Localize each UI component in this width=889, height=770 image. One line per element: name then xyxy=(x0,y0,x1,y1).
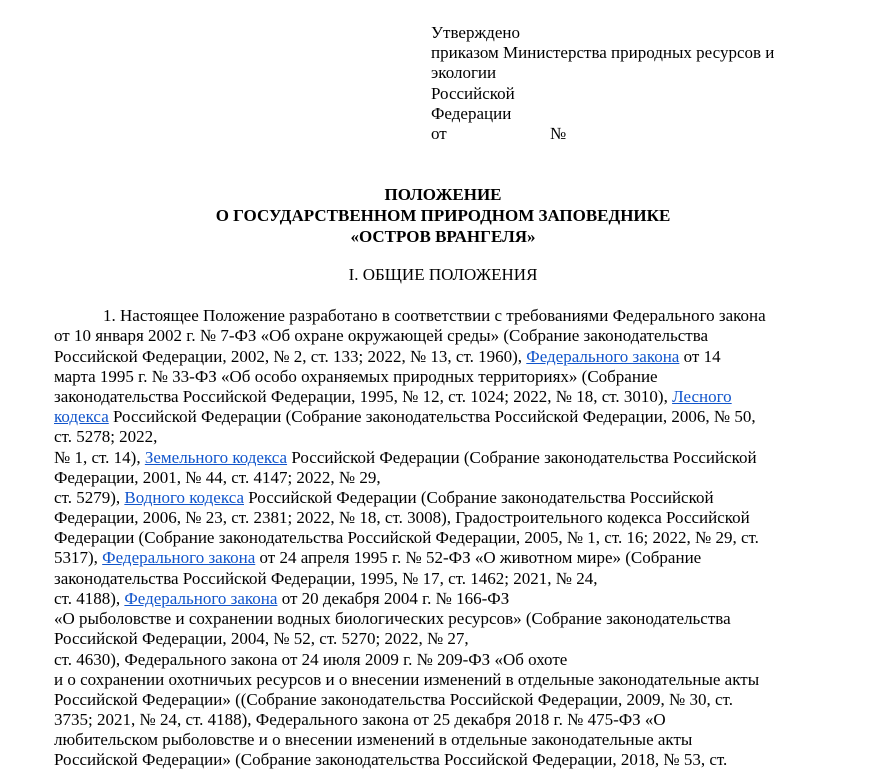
text-line: 1. Настоящее Положение разработано в соответствии с требованиями Федерального закона xyxy=(103,306,766,325)
approval-line: экологии xyxy=(431,63,497,82)
text-line: марта 1995 г. № 33-ФЗ «Об особо охраняемых природных территориях» (Собрание xyxy=(54,367,658,386)
text-line: от 10 января 2002 г. № 7-ФЗ «Об охране окружающей среды» (Собрание законодательства xyxy=(54,326,709,345)
text-segment: от 24 апреля 1995 г. № 52-ФЗ «О животном мире» (Собрание xyxy=(255,548,702,567)
text-line xyxy=(54,548,701,568)
text-segment: ст. 4188), xyxy=(54,589,125,608)
text-line: Российской Федерации» ((Собрание законодательства Российской Федерации, 2009, № 30, ст. xyxy=(54,690,733,709)
text-segment: Российской Федерации, 2002, № 2, ст. 133; 2022, № 13, ст. 1960), xyxy=(54,347,527,366)
text-line: ст. 5278; 2022, xyxy=(54,427,158,446)
text-line: «О рыболовстве и сохранении водных биологических ресурсов» (Собрание законодательства xyxy=(54,609,731,628)
approval-line: Утверждено xyxy=(431,23,520,42)
title-line: О ГОСУДАРСТВЕННОМ ПРИРОДНОМ ЗАПОВЕДНИКЕ xyxy=(215,206,671,225)
federal-law-link[interactable]: Федерального закона xyxy=(526,347,680,366)
text-segment: от 20 декабря 2004 г. № 166-ФЗ xyxy=(277,589,510,608)
text-line: Федерации, 2001, № 44, ст. 4147; 2022, № 29, xyxy=(54,468,381,487)
text-line xyxy=(54,488,714,508)
text-segment: Российской Федерации (Собрание законодательства Российской xyxy=(287,448,757,467)
number-sign: № xyxy=(550,124,567,143)
text-segment: 5317), xyxy=(54,548,103,567)
title-line: «ОСТРОВ ВРАНГЕЛЯ» xyxy=(350,227,536,246)
text-line: любительском рыболовстве и о внесении изменений в отдельные законодательные акты xyxy=(54,730,693,749)
text-segment: № 1, ст. 14), xyxy=(54,448,145,467)
text-line: 3735; 2021, № 24, ст. 4188), Федерального закона от 25 декабря 2018 г. № 475-ФЗ «О xyxy=(54,710,666,729)
land-code-link[interactable]: Земельного кодекса xyxy=(144,448,288,467)
text-line: Федерации, 2006, № 23, ст. 2381; 2022, № 18, ст. 3008), Градостроительного кодекса Российской xyxy=(54,508,750,527)
date-prefix: от xyxy=(431,124,447,143)
text-line xyxy=(54,387,732,407)
text-line: Федерации (Собрание законодательства Российской Федерации, 2005, № 1, ст. 16; 2022, № 29, ст. xyxy=(54,528,759,547)
text-line xyxy=(54,407,756,427)
text-line: ст. 4630), Федерального закона от 24 июля 2009 г. № 209-ФЗ «Об охоте xyxy=(54,650,568,669)
approval-line: Федерации xyxy=(431,104,512,123)
text-line xyxy=(54,347,721,367)
text-line: Российской Федерации, 2004, № 52, ст. 5270; 2022, № 27, xyxy=(54,629,469,648)
text-line: и о сохранении охотничьих ресурсов и о внесении изменений в отдельные законодательные акты xyxy=(54,670,760,689)
text-line: Российской Федерации» (Собрание законодательства Российской Федерации, 2018, № 53, ст. xyxy=(54,750,728,769)
federal-law-link[interactable]: Федерального закона xyxy=(124,589,278,608)
text-segment: Российской Федерации (Собрание законодательства Российской xyxy=(244,488,714,507)
approval-line: Российской xyxy=(431,84,515,103)
text-line xyxy=(54,589,509,609)
text-segment: ст. 5279), xyxy=(54,488,125,507)
forest-code-link[interactable]: Лесного xyxy=(672,387,732,406)
forest-code-link[interactable]: кодекса xyxy=(54,407,109,426)
approval-line: приказом Министерства природных ресурсов и xyxy=(431,43,775,62)
text-segment: законодательства Российской Федерации, 1995, № 12, ст. 1024; 2022, № 18, ст. 3010), xyxy=(54,387,673,406)
approval-date-line xyxy=(431,124,567,144)
title-line: ПОЛОЖЕНИЕ xyxy=(384,185,502,204)
text-line: законодательства Российской Федерации, 1995, № 17, ст. 1462; 2021, № 24, xyxy=(54,569,598,588)
text-segment: Российской Федерации (Собрание законодательства Российской Федерации, 2006, № 50, xyxy=(108,407,756,426)
text-line xyxy=(54,448,757,468)
water-code-link[interactable]: Водного кодекса xyxy=(124,488,244,507)
text-segment: от 14 xyxy=(679,347,721,366)
federal-law-link[interactable]: Федерального закона xyxy=(102,548,256,567)
section-heading: I. ОБЩИЕ ПОЛОЖЕНИЯ xyxy=(348,265,538,284)
